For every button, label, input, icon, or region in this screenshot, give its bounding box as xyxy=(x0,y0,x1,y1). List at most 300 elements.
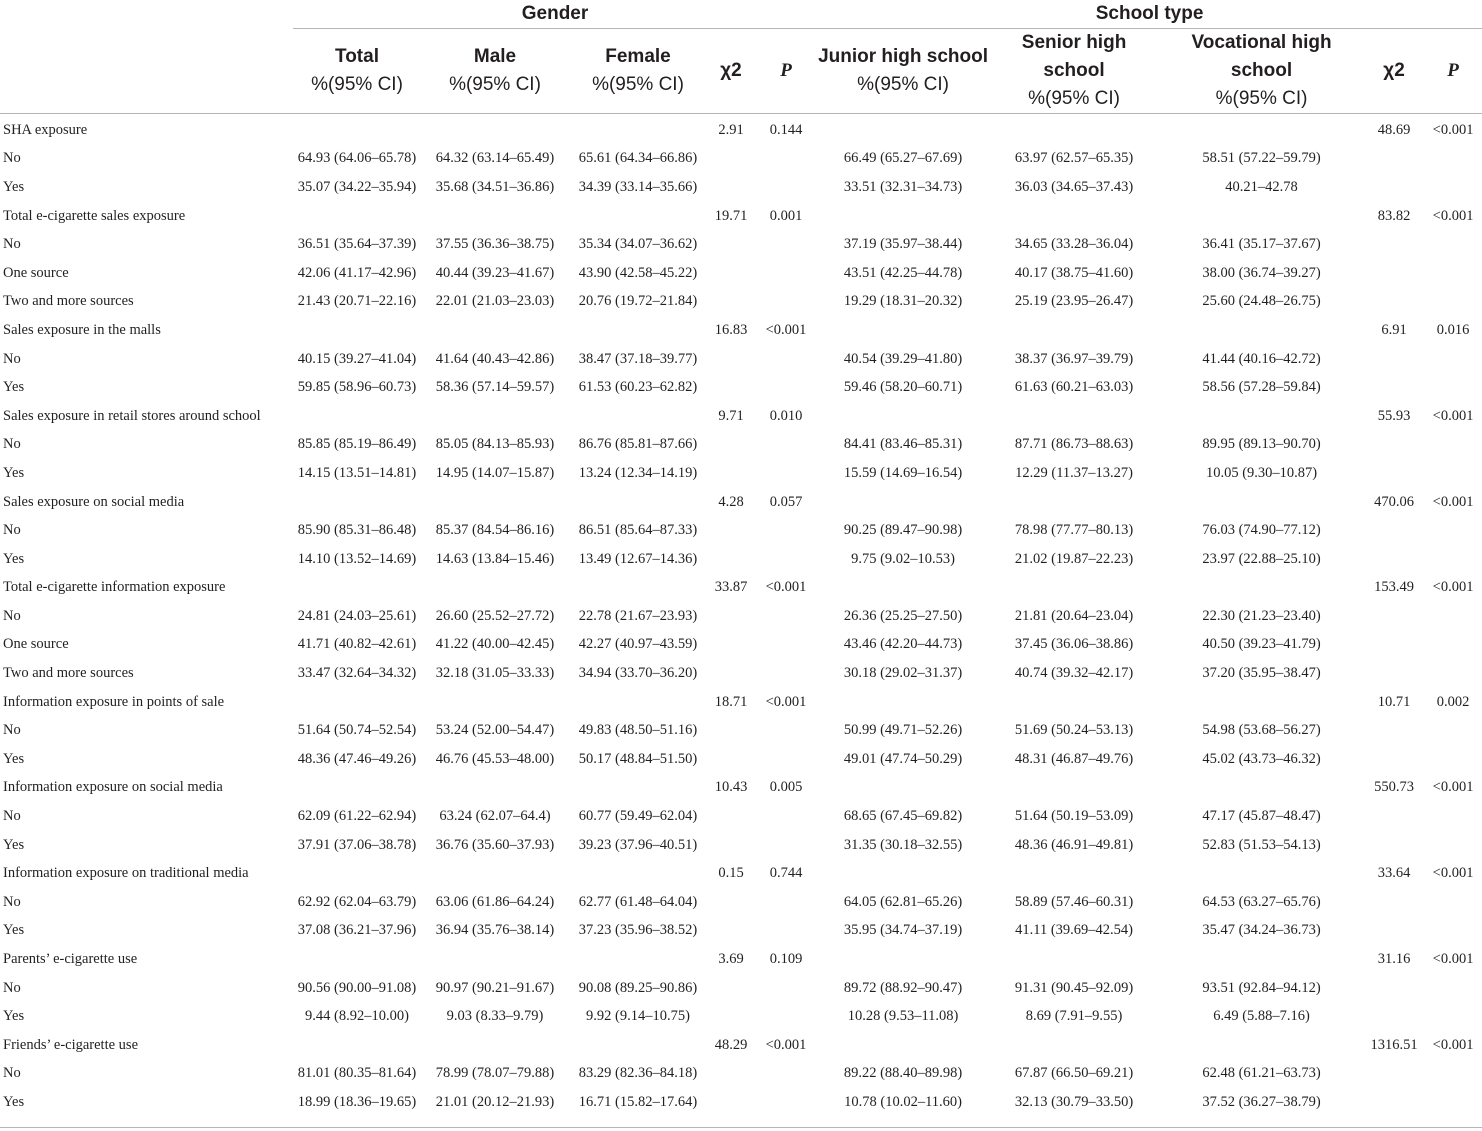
table-cell xyxy=(1364,917,1424,946)
table-cell: 76.03 (74.90–77.12) xyxy=(1202,522,1321,539)
table-cell: 43.51 (42.25–44.78) xyxy=(843,264,963,281)
table-cell xyxy=(1424,230,1482,259)
table-cell xyxy=(817,859,989,888)
table-cell xyxy=(569,945,707,974)
table-cell: 21.43 (20.71–22.16) xyxy=(297,293,417,310)
table-cell xyxy=(1424,545,1482,574)
table-cell: 62.09 (61.22–62.94) xyxy=(297,808,417,825)
row-label: Friends’ e-cigarette use xyxy=(3,1036,139,1053)
table-cell xyxy=(1364,345,1424,374)
row-label: No xyxy=(3,236,21,253)
table-cell: 50.17 (48.84–51.50) xyxy=(578,750,698,767)
table-cell: 8.69 (7.91–9.55) xyxy=(1025,1008,1123,1025)
table-cell xyxy=(293,774,421,803)
table-cell: 9.44 (8.92–10.00) xyxy=(305,1008,409,1025)
table-cell: 48.36 (47.46–49.26) xyxy=(297,750,417,767)
table-cell xyxy=(293,1031,421,1060)
table-cell xyxy=(569,488,707,517)
table-cell: 10.71 xyxy=(1377,693,1411,710)
table-cell: 40.17 (38.75–41.60) xyxy=(1014,264,1134,281)
table-cell xyxy=(1364,974,1424,1003)
table-cell xyxy=(707,145,755,174)
table-cell xyxy=(1364,745,1424,774)
table-cell: 14.63 (13.84–15.46) xyxy=(435,550,555,567)
table-cell xyxy=(1424,745,1482,774)
table-cell: 89.95 (89.13–90.70) xyxy=(1202,436,1321,453)
table-cell: 61.63 (60.21–63.03) xyxy=(1014,379,1134,396)
table-cell: <0.001 xyxy=(1432,1036,1474,1053)
table-row xyxy=(0,745,1482,774)
table-cell: 153.49 xyxy=(1374,579,1414,596)
table-cell: 65.61 (64.34–66.86) xyxy=(578,150,698,167)
table-cell xyxy=(707,459,755,488)
table-cell xyxy=(707,659,755,688)
row-label: Two and more sources xyxy=(3,293,134,310)
table-row xyxy=(0,716,1482,745)
table-cell: 78.99 (78.07–79.88) xyxy=(435,1065,555,1082)
table-row xyxy=(0,545,1482,574)
table-row xyxy=(0,145,1482,174)
table-cell: 24.81 (24.03–25.61) xyxy=(297,607,417,624)
table-cell xyxy=(755,1002,817,1031)
table-cell: 16.83 xyxy=(714,321,748,338)
table-cell xyxy=(707,1060,755,1089)
table-cell: 32.18 (31.05–33.33) xyxy=(435,665,555,682)
row-label: Yes xyxy=(3,836,25,853)
table-cell: 18.71 xyxy=(714,693,748,710)
table-cell xyxy=(989,574,1159,603)
table-cell: 37.08 (36.21–37.96) xyxy=(297,922,417,939)
table-cell: 46.76 (45.53–48.00) xyxy=(435,750,555,767)
table-cell: 35.68 (34.51–36.86) xyxy=(435,178,555,195)
table-cell xyxy=(755,888,817,917)
row-label: Yes xyxy=(3,178,25,195)
table-cell: <0.001 xyxy=(1432,865,1474,882)
table-cell: 21.02 (19.87–22.23) xyxy=(1014,550,1134,567)
table-body xyxy=(0,114,1482,1117)
table-row xyxy=(0,688,1482,717)
table-cell xyxy=(569,688,707,717)
table-cell: 40.74 (39.32–42.17) xyxy=(1014,665,1134,682)
table-cell xyxy=(1159,316,1364,345)
table-cell xyxy=(1424,802,1482,831)
table-cell xyxy=(1159,774,1364,803)
table-row xyxy=(0,488,1482,517)
table-cell xyxy=(1424,917,1482,946)
table-cell: 0.016 xyxy=(1436,321,1470,338)
table-cell: 13.24 (12.34–14.19) xyxy=(578,464,698,481)
table-row xyxy=(0,516,1482,545)
table-cell: 89.22 (88.40–89.98) xyxy=(843,1065,963,1082)
table-cell xyxy=(1424,974,1482,1003)
table-row xyxy=(0,859,1482,888)
table-cell: 30.18 (29.02–31.37) xyxy=(843,665,963,682)
table-cell: 49.01 (47.74–50.29) xyxy=(843,750,963,767)
table-cell: 58.89 (57.46–60.31) xyxy=(1014,893,1134,910)
table-cell: 37.23 (35.96–38.52) xyxy=(578,922,698,939)
table-cell: 86.51 (85.64–87.33) xyxy=(578,522,698,539)
table-cell xyxy=(989,1031,1159,1060)
table-cell: 0.144 xyxy=(769,121,803,138)
table-cell xyxy=(421,774,569,803)
col-header-vocational-high: Vocational high school %(95% CI) xyxy=(1159,29,1364,114)
table-cell: 63.24 (62.07–64.4) xyxy=(439,808,551,825)
table-cell xyxy=(707,631,755,660)
row-label: Information exposure on social media xyxy=(3,779,223,796)
table-cell: 41.11 (39.69–42.54) xyxy=(1015,922,1133,939)
table-cell: 41.22 (40.00–42.45) xyxy=(435,636,555,653)
row-label: One source xyxy=(3,264,69,281)
table-cell: 14.95 (14.07–15.87) xyxy=(435,464,555,481)
row-label: Total e-cigarette sales exposure xyxy=(3,207,186,224)
table-cell xyxy=(1424,431,1482,460)
table-cell xyxy=(293,488,421,517)
table-cell xyxy=(1364,516,1424,545)
table-cell: 41.44 (40.16–42.72) xyxy=(1202,350,1321,367)
row-label: SHA exposure xyxy=(3,121,88,138)
table-cell xyxy=(421,316,569,345)
table-cell: 13.49 (12.67–14.36) xyxy=(578,550,698,567)
col-header-p-gender: P xyxy=(755,29,817,114)
table-cell xyxy=(1424,373,1482,402)
table-row xyxy=(0,1088,1482,1117)
table-cell: 59.85 (58.96–60.73) xyxy=(297,379,417,396)
table-cell xyxy=(1159,402,1364,431)
table-cell: 36.76 (35.60–37.93) xyxy=(435,836,555,853)
table-cell: 90.56 (90.00–91.08) xyxy=(297,979,417,996)
table-cell: 41.71 (40.82–42.61) xyxy=(297,636,417,653)
table-cell: 38.00 (36.74–39.27) xyxy=(1202,264,1321,281)
table-cell: 52.83 (51.53–54.13) xyxy=(1202,836,1321,853)
table-cell xyxy=(569,1031,707,1060)
col-header-total: Total %(95% CI) xyxy=(293,29,421,114)
table-cell: 25.19 (23.95–26.47) xyxy=(1014,293,1134,310)
table-cell: 39.23 (37.96–40.51) xyxy=(578,836,698,853)
table-cell xyxy=(707,545,755,574)
table-cell: 14.10 (13.52–14.69) xyxy=(297,550,417,567)
row-label: No xyxy=(3,893,21,910)
table-cell xyxy=(755,631,817,660)
table-cell xyxy=(755,831,817,860)
table-cell xyxy=(707,259,755,288)
table-cell: 1316.51 xyxy=(1370,1036,1418,1053)
table-cell xyxy=(755,459,817,488)
table-cell: 10.78 (10.02–11.60) xyxy=(844,1093,962,1110)
table-cell xyxy=(817,945,989,974)
table-cell: 93.51 (92.84–94.12) xyxy=(1202,979,1321,996)
table-cell: <0.001 xyxy=(765,579,807,596)
table-row xyxy=(0,459,1482,488)
table-cell xyxy=(755,1088,817,1117)
table-cell: 86.76 (85.81–87.66) xyxy=(578,436,698,453)
table-cell xyxy=(569,859,707,888)
table-cell xyxy=(1424,659,1482,688)
table-cell: 0.005 xyxy=(769,779,803,796)
table-cell: 35.95 (34.74–37.19) xyxy=(843,922,963,939)
row-label: No xyxy=(3,607,21,624)
row-label: No xyxy=(3,722,21,739)
table-cell xyxy=(1424,1002,1482,1031)
table-cell: 18.99 (18.36–19.65) xyxy=(297,1093,417,1110)
table-cell xyxy=(1364,1088,1424,1117)
table-cell xyxy=(569,202,707,231)
table-cell: 58.56 (57.28–59.84) xyxy=(1202,379,1321,396)
table-cell: <0.001 xyxy=(1432,779,1474,796)
table-cell: 26.60 (25.52–27.72) xyxy=(435,607,555,624)
table-row xyxy=(0,402,1482,431)
table-cell: 78.98 (77.77–80.13) xyxy=(1014,522,1134,539)
row-label: Yes xyxy=(3,379,25,396)
table-cell: <0.001 xyxy=(1432,951,1474,968)
table-cell: 22.01 (21.03–23.03) xyxy=(435,293,555,310)
table-cell xyxy=(989,859,1159,888)
table-cell xyxy=(755,431,817,460)
table-cell: 31.16 xyxy=(1377,951,1411,968)
table-row xyxy=(0,230,1482,259)
row-label: Yes xyxy=(3,1093,25,1110)
row-label: No xyxy=(3,436,21,453)
table-cell xyxy=(1424,259,1482,288)
table-row xyxy=(0,974,1482,1003)
table-cell xyxy=(1159,574,1364,603)
table-row xyxy=(0,602,1482,631)
table-cell xyxy=(989,688,1159,717)
table-cell xyxy=(707,373,755,402)
table-row xyxy=(0,1060,1482,1089)
table-cell: 83.82 xyxy=(1377,207,1411,224)
table-cell: 85.90 (85.31–86.48) xyxy=(297,522,417,539)
table-cell xyxy=(1364,545,1424,574)
table-cell: 51.64 (50.19–53.09) xyxy=(1014,808,1134,825)
table-cell: <0.001 xyxy=(1432,579,1474,596)
table-cell xyxy=(755,145,817,174)
table-row xyxy=(0,114,1482,145)
table-row xyxy=(0,173,1482,202)
table-cell: 37.20 (35.95–38.47) xyxy=(1202,665,1321,682)
table-cell: 37.45 (36.06–38.86) xyxy=(1014,636,1134,653)
table-cell xyxy=(421,859,569,888)
table-row xyxy=(0,574,1482,603)
table-cell: 45.02 (43.73–46.32) xyxy=(1202,750,1321,767)
table-cell: 50.99 (49.71–52.26) xyxy=(843,722,963,739)
table-cell xyxy=(989,945,1159,974)
table-cell xyxy=(755,345,817,374)
table-cell xyxy=(569,774,707,803)
table-cell: 49.83 (48.50–51.16) xyxy=(578,722,698,739)
table-cell xyxy=(817,488,989,517)
table-cell: <0.001 xyxy=(1432,407,1474,424)
table-cell: 10.28 (9.53–11.08) xyxy=(847,1008,959,1025)
table-cell xyxy=(421,945,569,974)
table-row xyxy=(0,917,1482,946)
table-cell: 34.65 (33.28–36.04) xyxy=(1014,236,1134,253)
table-cell: 26.36 (25.25–27.50) xyxy=(843,607,963,624)
header-blank xyxy=(0,0,293,29)
table-cell: 58.51 (57.22–59.79) xyxy=(1202,150,1321,167)
table-cell xyxy=(1364,173,1424,202)
table-cell: 64.05 (62.81–65.26) xyxy=(843,893,963,910)
row-label: No xyxy=(3,350,21,367)
table-cell: 85.37 (84.54–86.16) xyxy=(435,522,555,539)
table-cell: 87.71 (86.73–88.63) xyxy=(1014,436,1134,453)
row-label: No xyxy=(3,150,21,167)
table-cell xyxy=(989,402,1159,431)
table-cell xyxy=(707,602,755,631)
table-cell: 33.47 (32.64–34.32) xyxy=(297,665,417,682)
group-header-gender: Gender xyxy=(293,0,817,29)
table-cell xyxy=(755,602,817,631)
table-cell: 91.31 (90.45–92.09) xyxy=(1014,979,1134,996)
table-cell: 64.93 (64.06–65.78) xyxy=(297,150,417,167)
table-cell: 48.69 xyxy=(1377,121,1411,138)
table-cell: 0.002 xyxy=(1436,693,1470,710)
table-cell xyxy=(293,859,421,888)
table-cell: 54.98 (53.68–56.27) xyxy=(1202,722,1321,739)
table-row xyxy=(0,431,1482,460)
table-cell: 68.65 (67.45–69.82) xyxy=(843,808,963,825)
table-row xyxy=(0,631,1482,660)
table-cell xyxy=(421,202,569,231)
table-cell: 40.44 (39.23–41.67) xyxy=(435,264,555,281)
table-row xyxy=(0,202,1482,231)
table-cell: 36.51 (35.64–37.39) xyxy=(297,236,417,253)
table-cell xyxy=(707,716,755,745)
header-blank-2 xyxy=(0,29,293,114)
table-cell xyxy=(421,402,569,431)
table-cell: 40.15 (39.27–41.04) xyxy=(297,350,417,367)
row-label: Sales exposure in retail stores around school xyxy=(3,407,261,424)
table-cell xyxy=(817,316,989,345)
table-cell: 48.36 (46.91–49.81) xyxy=(1014,836,1134,853)
table-cell: 67.87 (66.50–69.21) xyxy=(1014,1065,1134,1082)
table-cell xyxy=(1424,345,1482,374)
table-cell xyxy=(421,1031,569,1060)
table-cell xyxy=(1424,145,1482,174)
table-cell: 10.43 xyxy=(714,779,748,796)
table-cell xyxy=(1364,373,1424,402)
table-cell: <0.001 xyxy=(765,1036,807,1053)
table-cell: 40.50 (39.23–41.79) xyxy=(1202,636,1321,653)
table-cell: 90.97 (90.21–91.67) xyxy=(435,979,555,996)
table-cell: 37.19 (35.97–38.44) xyxy=(843,236,963,253)
table-cell: 41.64 (40.43–42.86) xyxy=(435,350,555,367)
table-cell: 58.36 (57.14–59.57) xyxy=(435,379,555,396)
table-cell: 9.71 xyxy=(718,407,744,424)
table-cell: 21.81 (20.64–23.04) xyxy=(1014,607,1134,624)
table-cell: 0.001 xyxy=(769,207,803,224)
table-cell: 51.69 (50.24–53.13) xyxy=(1014,722,1134,739)
table-cell xyxy=(1364,431,1424,460)
table-cell: 37.91 (37.06–38.78) xyxy=(297,836,417,853)
row-label: One source xyxy=(3,636,69,653)
table-cell xyxy=(707,917,755,946)
table-cell: 470.06 xyxy=(1374,493,1414,510)
table-cell xyxy=(755,259,817,288)
table-cell: 32.13 (30.79–33.50) xyxy=(1014,1093,1134,1110)
table-cell: 36.41 (35.17–37.67) xyxy=(1202,236,1321,253)
table-cell: 0.010 xyxy=(769,407,803,424)
table-row xyxy=(0,1002,1482,1031)
table-cell xyxy=(1364,145,1424,174)
table-cell: 61.53 (60.23–62.82) xyxy=(578,379,698,396)
table-cell: 83.29 (82.36–84.18) xyxy=(578,1065,698,1082)
table-cell: 0.744 xyxy=(769,865,803,882)
table-cell: 6.91 xyxy=(1381,321,1407,338)
table-cell xyxy=(707,1002,755,1031)
col-header-chi2-school: χ2 xyxy=(1364,29,1424,114)
table-cell xyxy=(293,202,421,231)
table-cell xyxy=(569,114,707,145)
table-cell xyxy=(1364,631,1424,660)
table-cell: 36.94 (35.76–38.14) xyxy=(435,922,555,939)
table-cell xyxy=(1364,259,1424,288)
table-cell: 40.21–42.78 xyxy=(1225,178,1298,195)
table-cell xyxy=(1364,831,1424,860)
table-row xyxy=(0,831,1482,860)
table-cell: <0.001 xyxy=(765,693,807,710)
table-cell xyxy=(1159,202,1364,231)
table-cell xyxy=(293,574,421,603)
table-cell: 51.64 (50.74–52.54) xyxy=(297,722,417,739)
row-label: No xyxy=(3,1065,21,1082)
table-row xyxy=(0,373,1482,402)
table-cell xyxy=(1159,859,1364,888)
table-cell: 63.06 (61.86–64.24) xyxy=(435,893,555,910)
table-cell xyxy=(1159,688,1364,717)
table-cell: 40.54 (39.29–41.80) xyxy=(843,350,963,367)
table-cell: <0.001 xyxy=(1432,207,1474,224)
table-cell xyxy=(1364,1002,1424,1031)
table-cell: 9.92 (9.14–10.75) xyxy=(586,1008,690,1025)
table-row xyxy=(0,802,1482,831)
table-cell xyxy=(569,574,707,603)
table-cell: 23.97 (22.88–25.10) xyxy=(1202,550,1321,567)
bottom-rule xyxy=(0,1127,1482,1128)
table-cell: 0.057 xyxy=(769,493,803,510)
table-cell: 62.77 (61.48–64.04) xyxy=(578,893,698,910)
table-cell xyxy=(569,316,707,345)
table-cell xyxy=(1424,888,1482,917)
table-cell xyxy=(1424,516,1482,545)
table-cell xyxy=(755,716,817,745)
table-cell xyxy=(707,345,755,374)
table-cell xyxy=(817,774,989,803)
table-row xyxy=(0,316,1482,345)
table-cell xyxy=(1159,945,1364,974)
table-cell: 43.90 (42.58–45.22) xyxy=(578,264,698,281)
table-cell xyxy=(1159,114,1364,145)
row-label: Parents’ e-cigarette use xyxy=(3,951,138,968)
table-cell: 9.03 (8.33–9.79) xyxy=(446,1008,544,1025)
row-label: Yes xyxy=(3,1008,25,1025)
table-cell: 62.92 (62.04–63.79) xyxy=(297,893,417,910)
table-cell xyxy=(707,888,755,917)
table-cell: 48.31 (46.87–49.76) xyxy=(1014,750,1134,767)
table-row xyxy=(0,888,1482,917)
table-cell: 53.24 (52.00–54.47) xyxy=(435,722,555,739)
col-header-chi2-gender: χ2 xyxy=(707,29,755,114)
table-row xyxy=(0,288,1482,317)
table-cell xyxy=(817,202,989,231)
table-cell xyxy=(1364,659,1424,688)
group-header-school-type: School type xyxy=(817,0,1482,29)
table-cell: 25.60 (24.48–26.75) xyxy=(1202,293,1321,310)
table-cell: 35.47 (34.24–36.73) xyxy=(1202,922,1321,939)
table-cell: 42.06 (41.17–42.96) xyxy=(297,264,417,281)
table-cell xyxy=(1159,488,1364,517)
row-label: No xyxy=(3,979,21,996)
table-cell xyxy=(989,488,1159,517)
